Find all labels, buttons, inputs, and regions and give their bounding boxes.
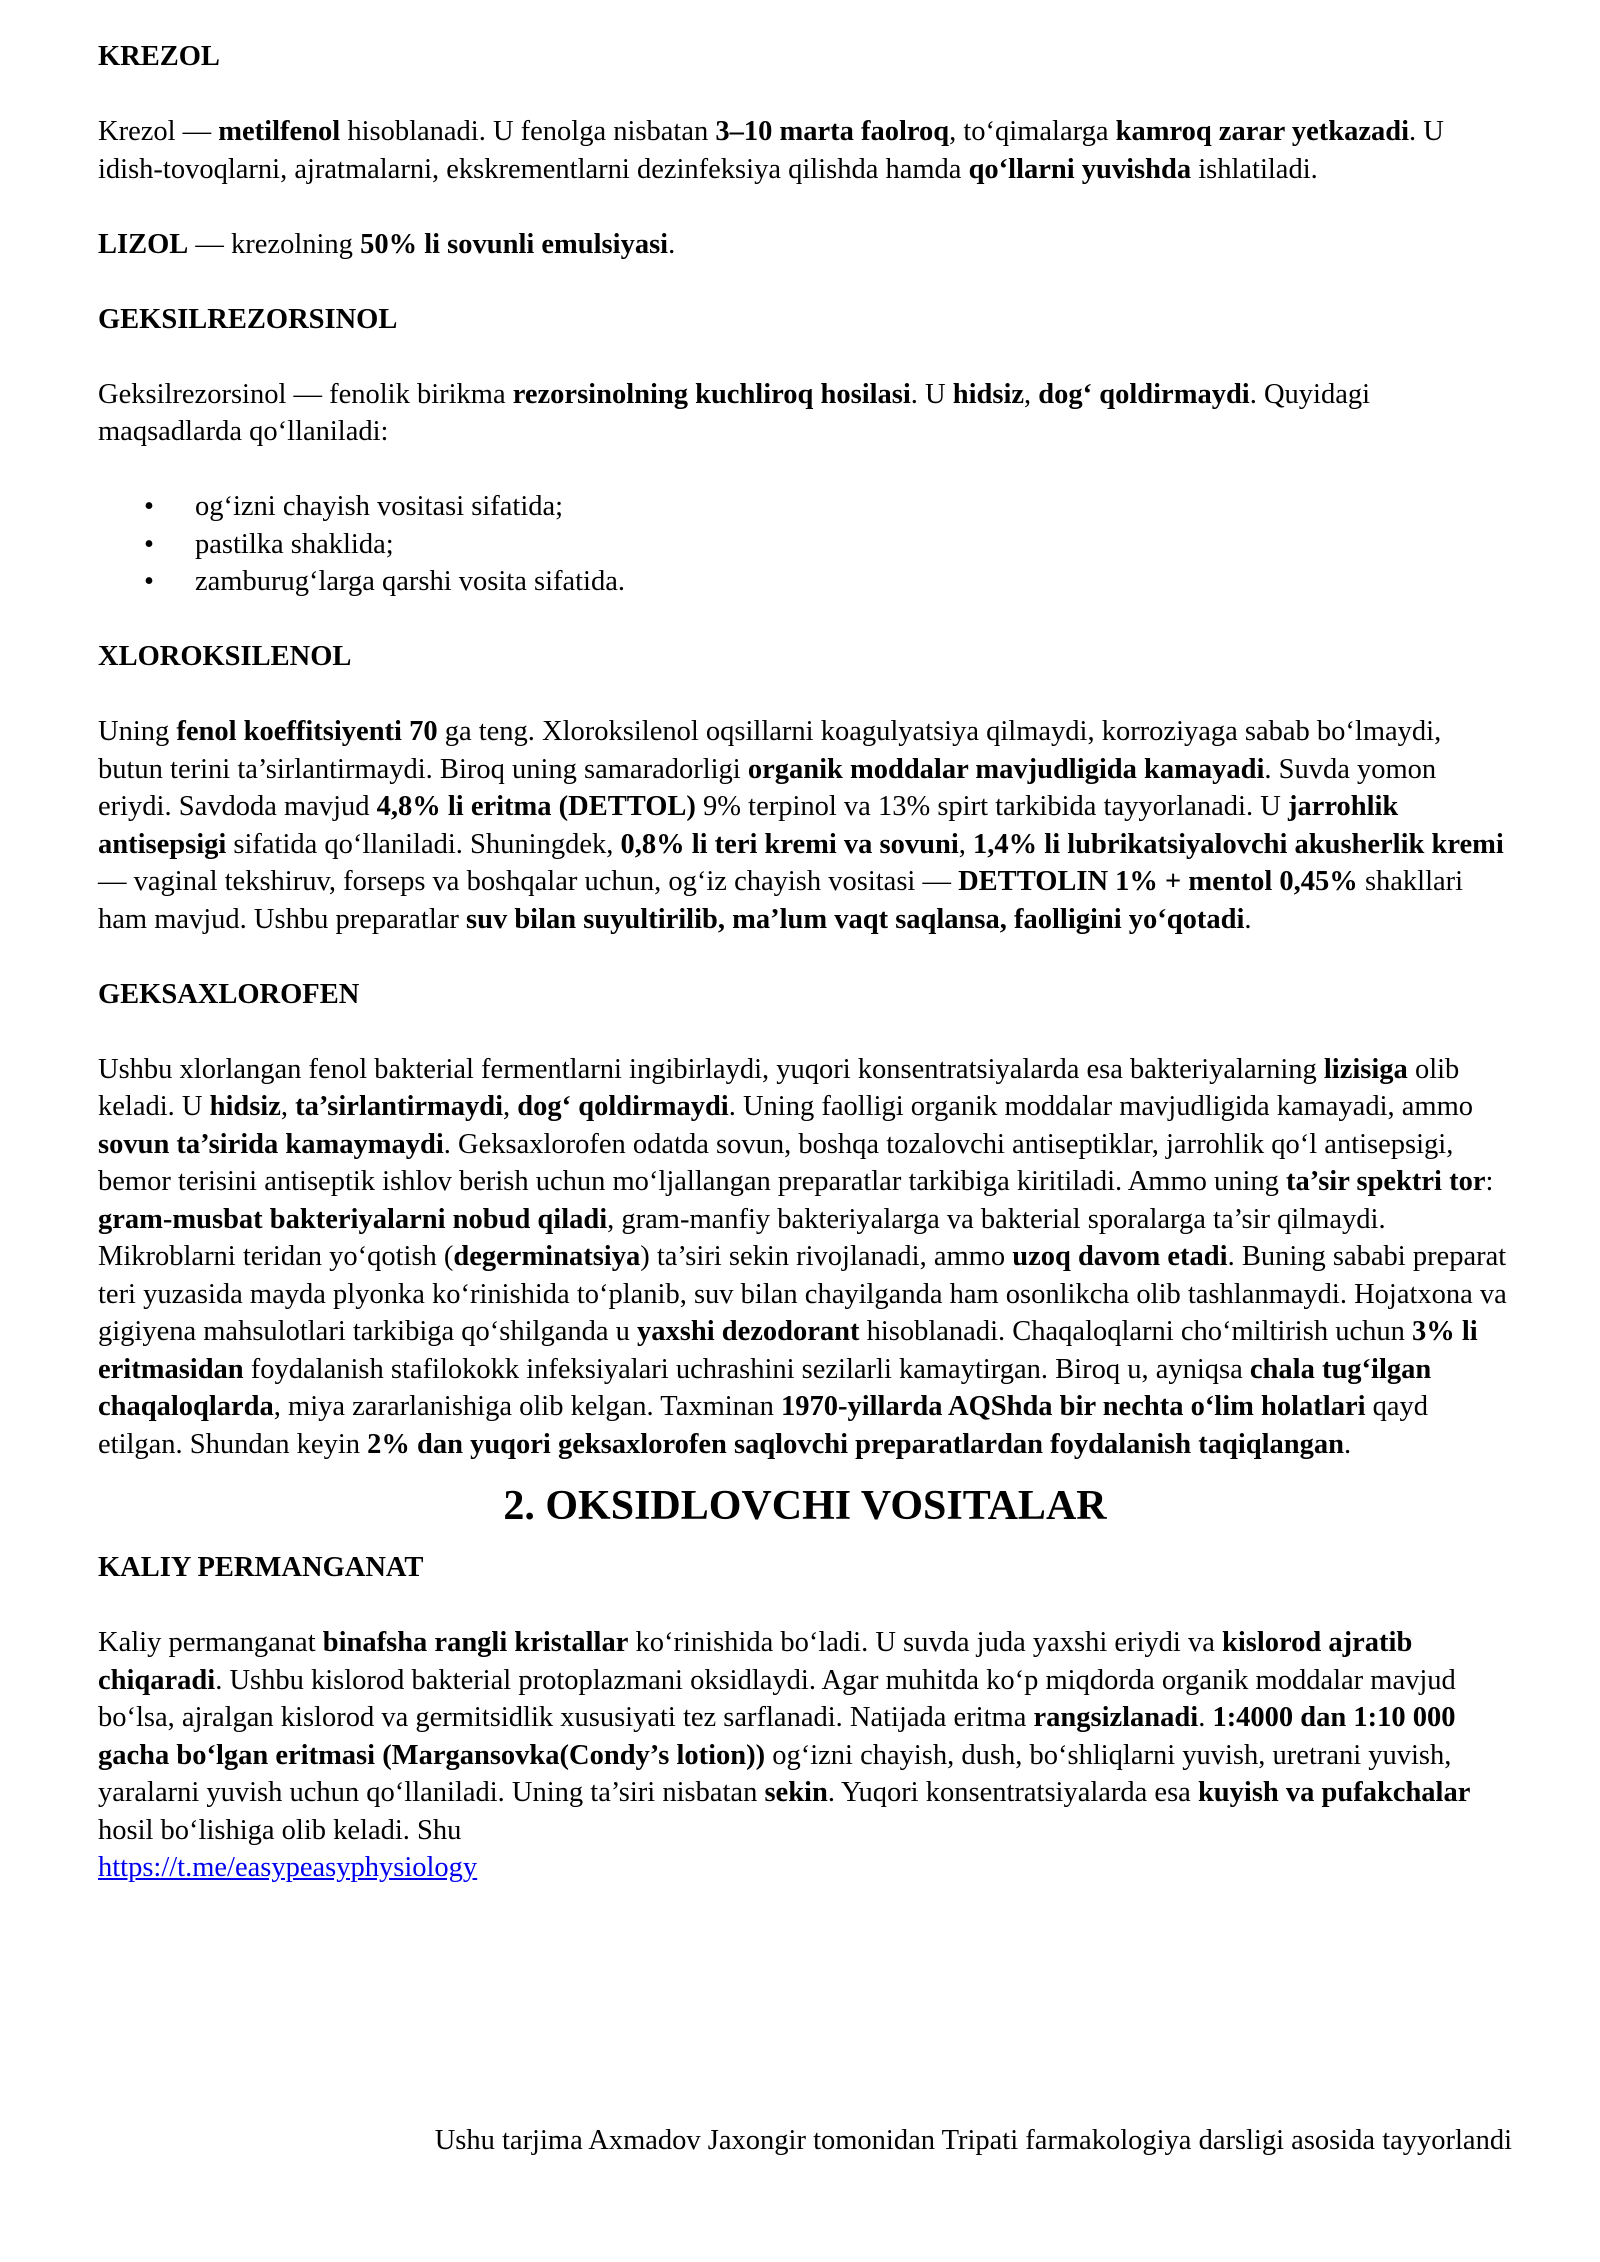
bold-text: 0,8% li teri kremi va sovuni	[620, 828, 959, 860]
bold-text: 3–10 marta faolroq	[715, 116, 950, 147]
translator-credit: Ushu tarjima Axmadov Jaxongir tomonidan Tripati farmakologiya darsligi asosida tayyorlandi	[434, 2125, 1512, 2156]
bold-text: LIZOL	[98, 228, 189, 260]
kaliy-permanganat-paragraph: Kaliy permanganat binafsha rangli kristallar ko‘rinishida bo‘ladi. U suvda juda yaxshi eriydi va kislorod ajratib chiqaradi. Ushbu kislorod bakterial protoplazmani oksidlaydi. Agar muhitda ko‘p miqdorda organik moddalar mavjud bo‘lsa, ajralgan kislorod va germitsidlik xususiyati tez sarflanadi. Natijada eritma rangsizlanadi. 1:4000 dan 1:10 000 gacha bo‘lgan eritmasi (Margansovka(Condy’s lotion)) og‘izni chayish, dush, bo‘shliqlarni yuvish, uretrani yuvish, yaralarni yuvish uchun qo‘llaniladi. Uning ta’siri nisbatan sekin. Yuqori konsentratsiyalarda esa kuyish va pufakchalar hosil bo‘lishiga olib keladi. Shu	[98, 1627, 1471, 1846]
bold-text: sekin	[764, 1777, 828, 1808]
geksaxlorofen-paragraph: Ushbu xlorlangan fenol bakterial fermentlarni ingibirlaydi, yuqori konsentratsiyalarda esa bakteriyalarning lizisiga olib keladi. U hidsiz, ta’sirlantirmaydi, dog‘ qoldirmaydi. Uning faolligi organik moddalar mavjudligida kamayadi, ammo sovun ta’sirida kamaymaydi. Geksaxlorofen odatda sovun, boshqa tozalovchi antiseptiklar, jarrohlik qo‘l antisepsigi, bemor terisini antiseptik ishlov berish uchun mo‘ljallangan preparatlar tarkibiga kiritiladi. Ammo uning ta’sir spektri tor: gram-musbat bakteriyalarni nobud qiladi, gram-manfiy bakteriyalarga va bakterial sporalarga ta’sir qilmaydi. Mikroblarni teridan yo‘qotish (degerminatsiya) ta’siri sekin rivojlanadi, ammo uzoq davom etadi. Buning sababi preparat teri yuzasida mayda plyonka ko‘rinishida to‘planib, suv bilan chayilganda ham osonlikcha olib tashlanmaydi. Hojatxona va gigiyena mahsulotlari tarkibiga qo‘shilganda u yaxshi dezodorant hisoblanadi. Chaqaloqlarni cho‘miltirish uchun 3% li eritmasidan foydalanish stafilokokk infeksiyalari uchrashini sezilarli kamaytirgan. Biroq u, ayniqsa chala tug‘ilgan chaqaloqlarda, miya zararlanishiga olib kelgan. Taxminan 1970-yillarda AQShda bir nechta o‘lim holatlari qayd etilgan. Shundan keyin 2% dan yuqori geksaxlorofen saqlovchi preparatlardan foydalanish taqiqlangan.	[98, 1053, 1507, 1460]
list-item	[98, 526, 1512, 564]
section-title: 2. OKSIDLOVCHI VOSITALAR	[503, 1483, 1107, 1529]
bold-text: kamroq zarar yetkazadi	[1115, 116, 1410, 147]
geksilrezorsinol-heading: GEKSILREZORSINOL	[98, 303, 398, 335]
bold-text: rezorsinolning kuchliroq hosilasi	[512, 378, 911, 410]
geksilrezorsinol-uses-list	[98, 488, 1512, 601]
lizol-paragraph: LIZOL — krezolning 50% li sovunli emulsiyasi.	[98, 228, 676, 260]
bold-text: gram-musbat bakteriyalarni nobud qiladi	[98, 1203, 608, 1235]
bold-text: DETTOLIN 1% + mentol 0,45%	[958, 866, 1358, 897]
list-item-text: og‘izni chayish vositasi sifatida;	[195, 491, 564, 522]
list-item	[98, 563, 1512, 601]
bold-text: dog‘ qoldirmaydi	[1038, 378, 1250, 410]
bold-text: 1970-yillarda AQShda bir nechta o‘lim holatlari	[780, 1391, 1366, 1422]
bold-text: degerminatsiya	[453, 1241, 641, 1272]
krezol-heading: KREZOL	[98, 41, 220, 72]
bullet-icon: •	[144, 491, 154, 522]
geksaxlorofen-heading: GEKSAXLOROFEN	[98, 978, 360, 1010]
document-page	[98, 38, 1512, 1887]
xloroksilenol-heading: XLOROKSILENOL	[98, 641, 352, 672]
geksilrezorsinol-paragraph: Geksilrezorsinol — fenolik birikma rezorsinolning kuchliroq hosilasi. U hidsiz, dog‘ qoldirmaydi. Quyidagi maqsadlarda qo‘llaniladi:	[98, 378, 1371, 447]
bold-text: qo‘llarni yuvishda	[968, 153, 1192, 185]
xloroksilenol-paragraph: Uning fenol koeffitsiyenti 70 ga teng. Xloroksilenol oqsillarni koagulyatsiya qilmaydi, korroziyaga sabab bo‘lmaydi, butun terini ta’sirlantirmaydi. Biroq uning samaradorligi organik moddalar mavjudligida kamayadi. Suvda yomon eriydi. Savdoda mavjud 4,8% li eritma (DETTOL) 9% terpinol va 13% spirt tarkibida tayyorlanadi. U jarrohlik antisepsigi sifatida qo‘llaniladi. Shuningdek, 0,8% li teri kremi va sovuni, 1,4% li lubrikatsiyalovchi akusherlik kremi — vaginal tekshiruv, forseps va boshqalar uchun, og‘iz chayish vositasi — DETTOLIN 1% + mentol 0,45% shakllari ham mavjud. Ushbu preparatlar suv bilan suyultirilib, ma’lum vaqt saqlansa, faolligini yo‘qotadi.	[98, 716, 1504, 935]
bold-text: 4,8% li eritma (DETTOL)	[376, 791, 696, 822]
bold-text: jarrohlik antisepsigi	[98, 791, 1399, 860]
bold-text: 1,4% li lubrikatsiyalovchi akusherlik kremi	[973, 828, 1504, 860]
bold-text: uzoq davom etadi	[1012, 1241, 1228, 1272]
bold-text: organik moddalar mavjudligida kamayadi	[747, 753, 1265, 785]
krezol-paragraph: Krezol — metilfenol hisoblanadi. U fenolga nisbatan 3–10 marta faolroq, to‘qimalarga kamroq zarar yetkazadi. U idish-tovoqlarni, ajratmalarni, ekskrementlarni dezinfeksiya qilishda hamda qo‘llarni yuvishda ishlatiladi.	[98, 116, 1444, 185]
bold-text: yaxshi dezodorant	[637, 1316, 860, 1347]
list-item-text: pastilka shaklida;	[195, 528, 394, 560]
bold-text: 50% li sovunli emulsiyasi	[360, 228, 669, 260]
bold-text: ta’sir spektri tor	[1286, 1166, 1486, 1197]
bold-text: hidsiz	[209, 1091, 281, 1122]
bold-text: 2% dan yuqori geksaxlorofen saqlovchi preparatlardan foydalanish taqiqlangan	[367, 1428, 1344, 1460]
bold-text: sovun ta’sirida kamaymaydi	[98, 1128, 444, 1160]
telegram-link[interactable]: https://t.me/easypeasyphysiology	[98, 1852, 478, 1883]
bold-text: chala tug‘ilgan chaqaloqlarda	[98, 1353, 1432, 1422]
kaliy-permanganat-heading: KALIY PERMANGANAT	[98, 1552, 424, 1583]
bullet-icon: •	[144, 528, 154, 560]
bold-text: fenol koeffitsiyenti 70	[176, 716, 438, 747]
list-item	[98, 488, 1512, 526]
bold-text: suv bilan suyultirilib, ma’lum vaqt saqlansa, faolligini yo‘qotadi	[466, 903, 1245, 935]
bold-text: hidsiz	[952, 378, 1025, 410]
bold-text: metilfenol	[218, 116, 341, 147]
bold-text: 3% li eritmasidan	[98, 1316, 1478, 1385]
bold-text: kislorod ajratib chiqaradi	[98, 1627, 1413, 1696]
bold-text: lizisiga	[1323, 1053, 1408, 1085]
bold-text: 1:4000 dan 1:10 000 gacha bo‘lgan eritmasi (Margansovka(Condy’s lotion))	[98, 1702, 1456, 1771]
bold-text: rangsizlanadi	[1033, 1702, 1199, 1733]
bullet-icon: •	[144, 566, 154, 597]
bold-text: binafsha rangli kristallar	[322, 1627, 629, 1658]
list-item-text: zamburug‘larga qarshi vosita sifatida.	[195, 566, 626, 597]
bold-text: kuyish va pufakchalar	[1197, 1777, 1471, 1808]
bold-text: dog‘ qoldirmaydi	[517, 1091, 729, 1122]
bold-text: ta’sirlantirmaydi	[295, 1091, 504, 1122]
